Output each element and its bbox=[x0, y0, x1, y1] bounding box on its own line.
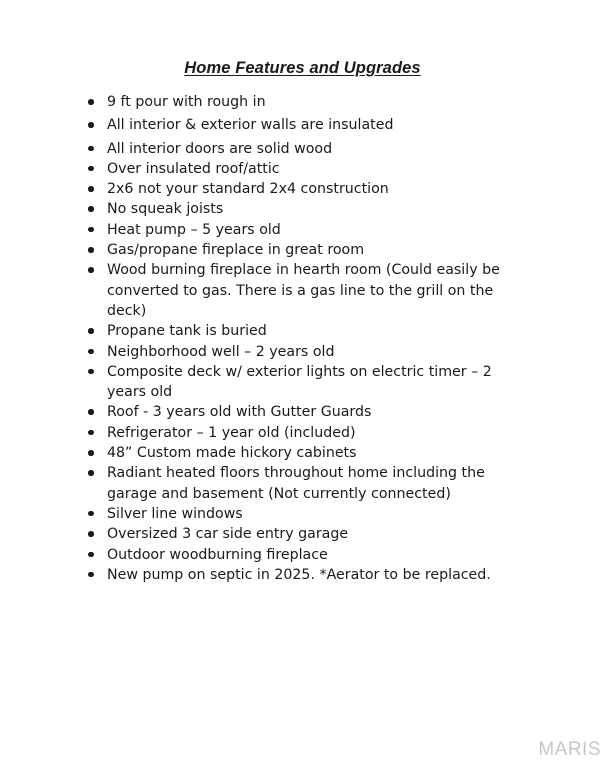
feature-item-wood-fireplace: Wood burning fireplace in hearth room (Could easily be converted to gas. There is a gas line to the grill on the deck) bbox=[86, 260, 526, 321]
feature-item-9ft-pour: 9 ft pour with rough in bbox=[86, 92, 526, 112]
feature-item-septic-pump: New pump on septic in 2025. *Aerator to be replaced. bbox=[86, 565, 526, 585]
feature-item-gas-fireplace: Gas/propane fireplace in great room bbox=[86, 240, 526, 260]
feature-item-neighborhood-well: Neighborhood well – 2 years old bbox=[86, 342, 526, 362]
feature-item-solid-wood-doors: All interior doors are solid wood bbox=[86, 139, 526, 159]
feature-item-roof: Roof - 3 years old with Gutter Guards bbox=[86, 402, 526, 422]
feature-item-walls-insulated: All interior & exterior walls are insulated bbox=[86, 115, 526, 135]
feature-item-propane-tank: Propane tank is buried bbox=[86, 321, 526, 341]
feature-item-garage: Oversized 3 car side entry garage bbox=[86, 524, 526, 544]
maris-watermark: MARIS bbox=[538, 739, 601, 760]
feature-item-composite-deck: Composite deck w/ exterior lights on electric timer – 2 years old bbox=[86, 362, 526, 403]
feature-item-no-squeak-joists: No squeak joists bbox=[86, 199, 526, 219]
feature-item-insulated-roof: Over insulated roof/attic bbox=[86, 159, 526, 179]
feature-item-refrigerator: Refrigerator – 1 year old (included) bbox=[86, 423, 526, 443]
feature-item-silver-line-windows: Silver line windows bbox=[86, 504, 526, 524]
feature-item-outdoor-fireplace: Outdoor woodburning fireplace bbox=[86, 545, 526, 565]
feature-item-heat-pump: Heat pump – 5 years old bbox=[86, 220, 526, 240]
document-title: Home Features and Upgrades bbox=[184, 59, 421, 77]
feature-item-2x6-construction: 2x6 not your standard 2x4 construction bbox=[86, 179, 526, 199]
feature-item-hickory-cabinets: 48” Custom made hickory cabinets bbox=[86, 443, 526, 463]
feature-item-radiant-floors: Radiant heated floors throughout home including the garage and basement (Not currently connected) bbox=[86, 463, 526, 504]
feature-list bbox=[86, 92, 526, 585]
